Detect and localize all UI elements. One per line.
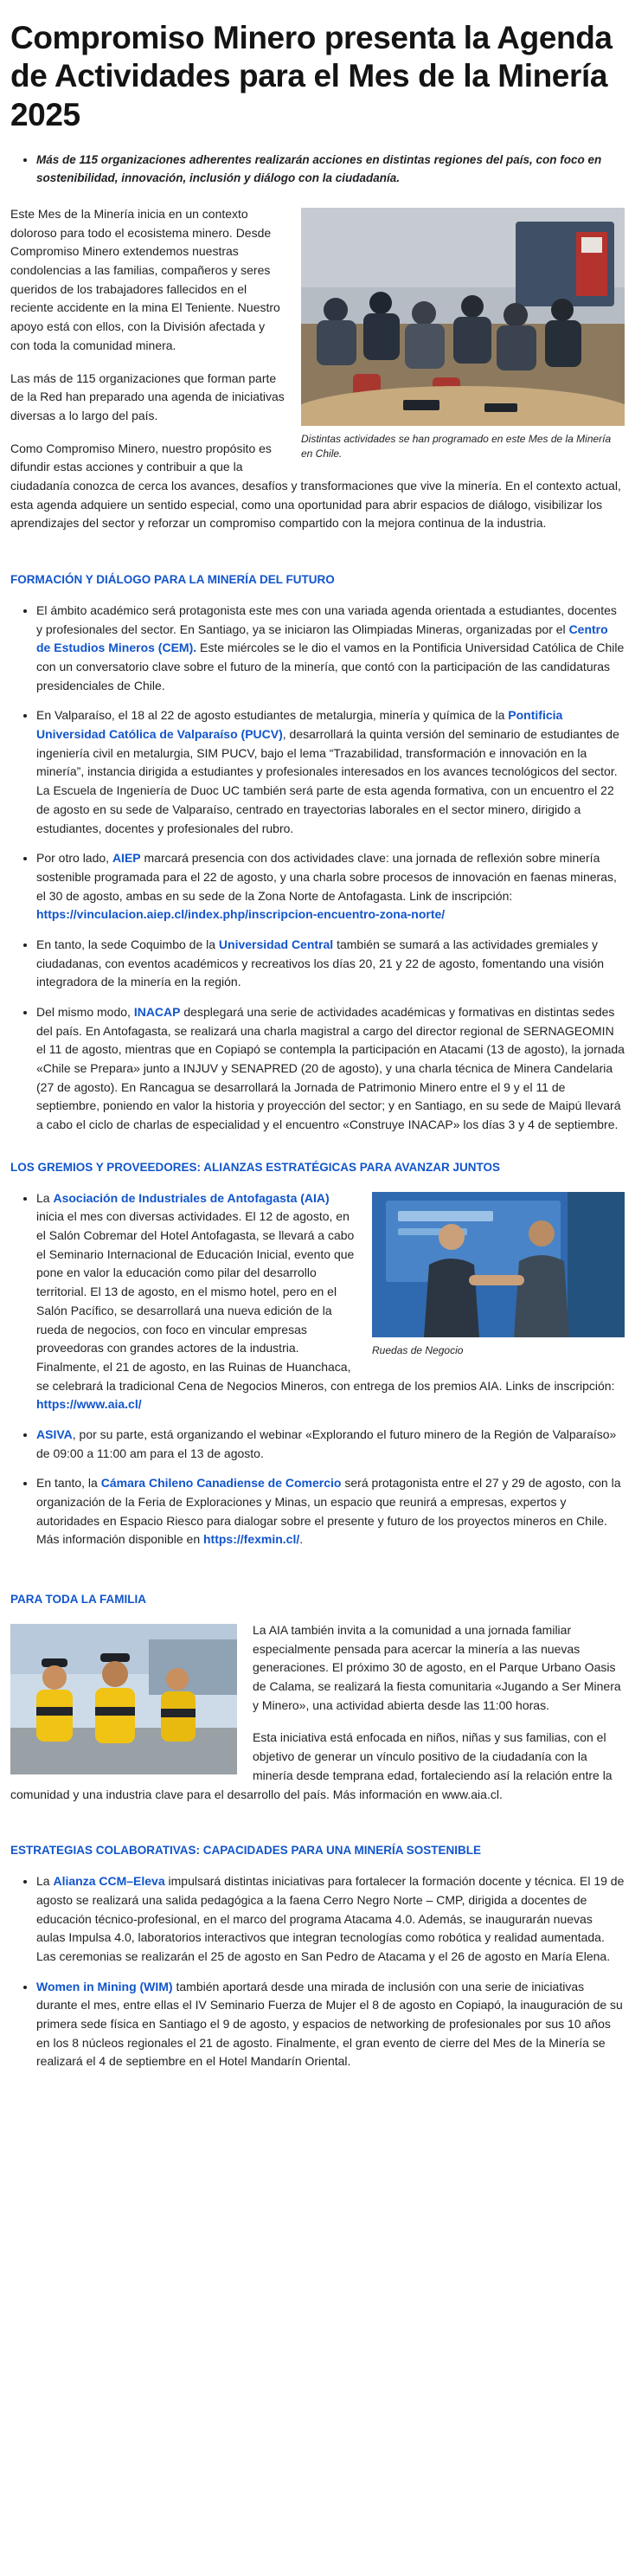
page-title: Compromiso Minero presenta la Agenda de Actividades para el Mes de la Minería 2025 — [10, 20, 613, 132]
lead-point: • Más de 115 organizaciones adherentes realizarán acciones en distintas regiones del país, con foco en sostenibilidad, innovación, inclusión y diálogo con la ciudadanía. — [36, 151, 625, 188]
bullet-item — [36, 1426, 625, 1463]
text-segment: . — [299, 1532, 304, 1547]
inline-link[interactable]: https://fexmin.cl/ — [203, 1532, 300, 1547]
text-segment: también se sumará a las actividades gremiales y ciudadanas, con eventos académicos y recreativos los días 20, 21 y 22 de agosto, fomentando una visión integradora de la minería en la región. — [36, 937, 605, 989]
inline-link[interactable]: AIEP — [112, 851, 141, 866]
text-segment: Por otro lado, — [36, 851, 112, 866]
text-segment: será protagonista entre el 27 y 29 de agosto, con la organización de la Feria de Exploraciones y Minas, un espacio que reunirá a empresas, expertos y autoridades en Espacio Riesco para dialogar sobre el presente y futuro de los proyectos mineros en Chile. Más información disponible en — [36, 1476, 621, 1547]
text-segment: En Valparaíso, el 18 al 22 de agosto estudiantes de metalurgia, minería y química de la — [36, 708, 509, 723]
section-estrategias — [10, 1872, 625, 2071]
bullet-item — [36, 602, 625, 695]
inline-link[interactable]: https://www.aia.cl/ — [36, 1397, 142, 1412]
inline-link[interactable]: Centro de Estudios Mineros (CEM). — [36, 621, 608, 655]
bullet-item — [36, 1978, 625, 2071]
section-heading-gremios: LOS GREMIOS Y PROVEEDORES: ALIANZAS ESTRATÉGICAS PARA AVANZAR JUNTOS — [10, 1160, 501, 1174]
intro-paragraph-2: Las más de 115 organizaciones que forman parte de la Red han preparado una agenda de iniciativas diversas a lo largo del país. — [10, 370, 285, 422]
figure-caption-ruedas-negocio: Ruedas de Negocio — [372, 1343, 464, 1356]
section-heading-familia: PARA TODA LA FAMILIA — [10, 1593, 146, 1607]
inline-link[interactable]: Universidad Central — [218, 937, 334, 951]
text-segment: , desarrollará la quinta versión del seminario de estudiantes de ingeniería civil en metalurgia, SIM PUCV, bajo el lema “Trazabilidad, transformación e innovación en la minería”, instancia dirigida a estudiantes y profesionales interesados en los avances tecnológicos del sector. La Escuela de Ingeniería de Duoc UC también será parte de esta agenda formativa, con un encuentro el 22 de agosto en su sede de Valparaíso, centrado en trayectorias laborales en el sector minero, dirigido a estudiantes, docentes y profesionales del rubro. — [36, 727, 619, 835]
text-segment: La — [36, 1874, 54, 1889]
intro-paragraph-3: Como Compromiso Minero, nuestro propósito es difundir estas acciones y contribuir a que la ciudadanía conozca de cerca los avances, desafíos y transformaciones que vive la minería. En el contexto actual, esta agenda adquiere un sentido especial, como una oportunidad para abrir espacios de diálogo, visibilizar los aprendizajes del sector y reforzar un compromiso compartido con la mejora continua de la industria. — [10, 441, 621, 531]
section-heading-estrategias: ESTRATEGIAS COLABORATIVAS: CAPACIDADES PARA UNA MINERÍA SOSTENIBLE — [10, 1844, 482, 1858]
figure-jugando-minero — [10, 1624, 237, 1774]
meeting-photo-graphic — [301, 208, 625, 426]
bullet-item — [36, 1872, 625, 1966]
handshake-photo — [372, 1192, 625, 1337]
text-segment: Este miércoles se le dio el vamos en la Pontificia Universidad Católica de Chile con un conversatorio clave sobre el futuro de la minería, que contó con la participación de las candidaturas presidenciales de Chile. — [36, 641, 625, 692]
text-segment: , por su parte, está organizando el webinar «Explorando el futuro minero de la Región de Valparaíso» de 09:00 a 11:00 am para el 13 de agosto. — [36, 1426, 617, 1460]
inline-link[interactable]: INACAP — [133, 1005, 181, 1019]
kids-parade-photo — [10, 1624, 237, 1774]
text-segment: Del mismo modo, — [36, 1005, 134, 1019]
text-segment: En tanto, la — [36, 1476, 101, 1491]
section-formacion — [10, 602, 625, 1135]
inline-link[interactable]: Pontificia Universidad Católica de Valparaíso (PUCV) — [36, 708, 563, 742]
text-segment: En tanto, la sede Coquimbo de la — [36, 937, 219, 951]
inline-link[interactable]: Alianza CCM–Eleva — [53, 1874, 165, 1889]
text-segment: inicia el mes con diversas actividades. El 12 de agosto, en el Salón Cobremar del Hotel Antofagasta, se llevará a cabo el Seminario Internacional de Educación Inicial, evento que pone en valor la educación como pilar del desarrollo territorial. El 13 de agosto, en el mismo hotel, pero en el Salón Pacífico, se desarrollará una nueva edición de la rueda de negocios, con foco en vincular empresas proveedoras con grandes actores de la industria. Finalmente, el 21 de agosto, en las Ruinas de Huanchaca, se celebrará la tradicional Cena de Negocios Mineros, con entrega de los premios AIA. Links de inscripción: — [36, 1209, 615, 1393]
bullet-item — [36, 1003, 625, 1135]
intro-section — [10, 205, 625, 547]
inline-link[interactable]: https://vinculacion.aiep.cl/index.php/inscripcion-encuentro-zona-norte/ — [36, 907, 446, 922]
text-segment: también aportará desde una mirada de inclusión con una serie de iniciativas durante el mes, entre ellas el IV Seminario Fuerza de Mujer el 8 de agosto en Copiapó, la inauguración de su primera sede física en Santiago el 9 de agosto, y espacios de networking de profesionales por sus 10 años en los 8 núcleos regionales el 21 de agosto. Finalmente, el gran evento de cierre del Mes de la Minería se realizará el 4 de septiembre en el Hotel Mandarín Oriental. — [36, 1979, 623, 2069]
text-segment: El ámbito académico será protagonista este mes con una variada agenda orientada a estudiantes, docentes y profesionales del sector. En Santiago, ya se iniciaron las Olimpiadas Mineras, organizadas por el — [36, 602, 617, 636]
meeting-photo — [301, 208, 625, 426]
text-segment: desplegará una serie de actividades académicas y formativas en distintas sedes del país. En Antofagasta, se realizará una charla magistral a cargo del director regional de SERNAGEOMIN el 11 de agosto, mientras que en Copiapó se contempla la participación en Atacami (13 de agosto), la jornada «Chile se Prepara» junto a INJUV y SENAPRED (20 de agosto), y una charla técnica de Minera Candelaria (27 de agosto). En Rancagua se desarrollará la Jornada de Patrimonio Minero entre el 9 y el 11 de septiembre, poniendo en valor la historia y proyección del sector; y en Santiago, en su sede de Maipú llevará a cabo el ciclo de charlas de especialidad y el encuentro «Construye INACAP» los días 3 y 4 de septiembre. — [36, 1005, 625, 1132]
figure-ruedas-negocio — [372, 1192, 625, 1358]
bullet-item — [36, 1474, 625, 1549]
bullet-item — [36, 706, 625, 838]
text-segment: impulsará distintas iniciativas para fortalecer la formación docente y técnica. El 19 de agosto se realizará una salida pedagógica a la faena Cerro Negro Norte – CMP, dirigida a docentes de educación técnico-profesional, en el marco del programa Atacama 4.0. Además, se inaugurarán nuevas aulas Impulsa 4.0, laboratorios interactivos que integran tecnologías como robótica y realidad aumentada. Las ceremonias se realizarán el 25 de agosto en San Pedro de Atacama y el 26 de agosto en María Elena. — [36, 1874, 625, 1963]
kids-parade-photo-graphic — [10, 1624, 237, 1774]
estrategias-bullet-list — [10, 1872, 625, 2071]
section-heading-formacion: FORMACIÓN Y DIÁLOGO PARA LA MINERÍA DEL FUTURO — [10, 573, 335, 587]
inline-link[interactable]: Cámara Chileno Canadiense de Comercio — [100, 1476, 342, 1491]
section-gremios — [10, 1189, 625, 1567]
bullet-item — [36, 936, 625, 992]
formacion-bullet-list — [10, 602, 625, 1135]
inline-link[interactable]: Asociación de Industriales de Antofagasta (AIA) — [53, 1190, 330, 1205]
familia-paragraph-1: La AIA también invita a la comunidad a una jornada familiar especialmente pensada para acercar la minería a las nuevas generaciones. El próximo 30 de agosto, en el Parque Urbano Oasis de Calama, se realizará la fiesta comunitaria «Jugando a Ser Minera y Minero», una actividad abierta desde las 11:00 horas. — [253, 1623, 621, 1712]
intro-paragraph-1: Este Mes de la Minería inicia en un contexto doloroso para todo el ecosistema minero. Desde Compromiso Minero extendemos nuestras condolencias a las familias, compañeros y seres queridos de los trabajadores fallecidos en el reciente accidente en la mina El Teniente. Nuestro apoyo está con ellos, con la División afectada y con toda la comunidad minera. — [10, 207, 280, 352]
text-segment: La — [36, 1190, 54, 1205]
handshake-photo-graphic — [372, 1192, 625, 1337]
text-segment: marcará presencia con dos actividades clave: una jornada de reflexión sobre minería sostenible programada para el 22 de agosto, y una charla sobre procesos de innovación en faenas mineras, el 30 de agosto, ambas en su sede de la Zona Norte de Antofagasta. Link de inscripción: — [36, 851, 617, 903]
bullet-item — [36, 849, 625, 924]
figure-mes-mineria — [301, 208, 625, 461]
inline-link[interactable]: ASIVA — [36, 1426, 73, 1441]
section-familia — [10, 1621, 625, 1818]
lead-list — [10, 151, 625, 188]
familia-paragraph-2: Esta iniciativa está enfocada en niños, niñas y sus familias, con el objetivo de generar un vínculo positivo de la ciudadanía con la minería desde temprana edad, fortaleciendo así la relación entre la comunidad y una industria clave para el desarrollo del país. Más información en www.aia.cl. — [10, 1730, 613, 1801]
figure-caption-mes-mineria: Distintas actividades se han programado en este Mes de la Minería en Chile. — [301, 433, 612, 460]
inline-link[interactable]: Women in Mining (WIM) — [36, 1979, 173, 1993]
